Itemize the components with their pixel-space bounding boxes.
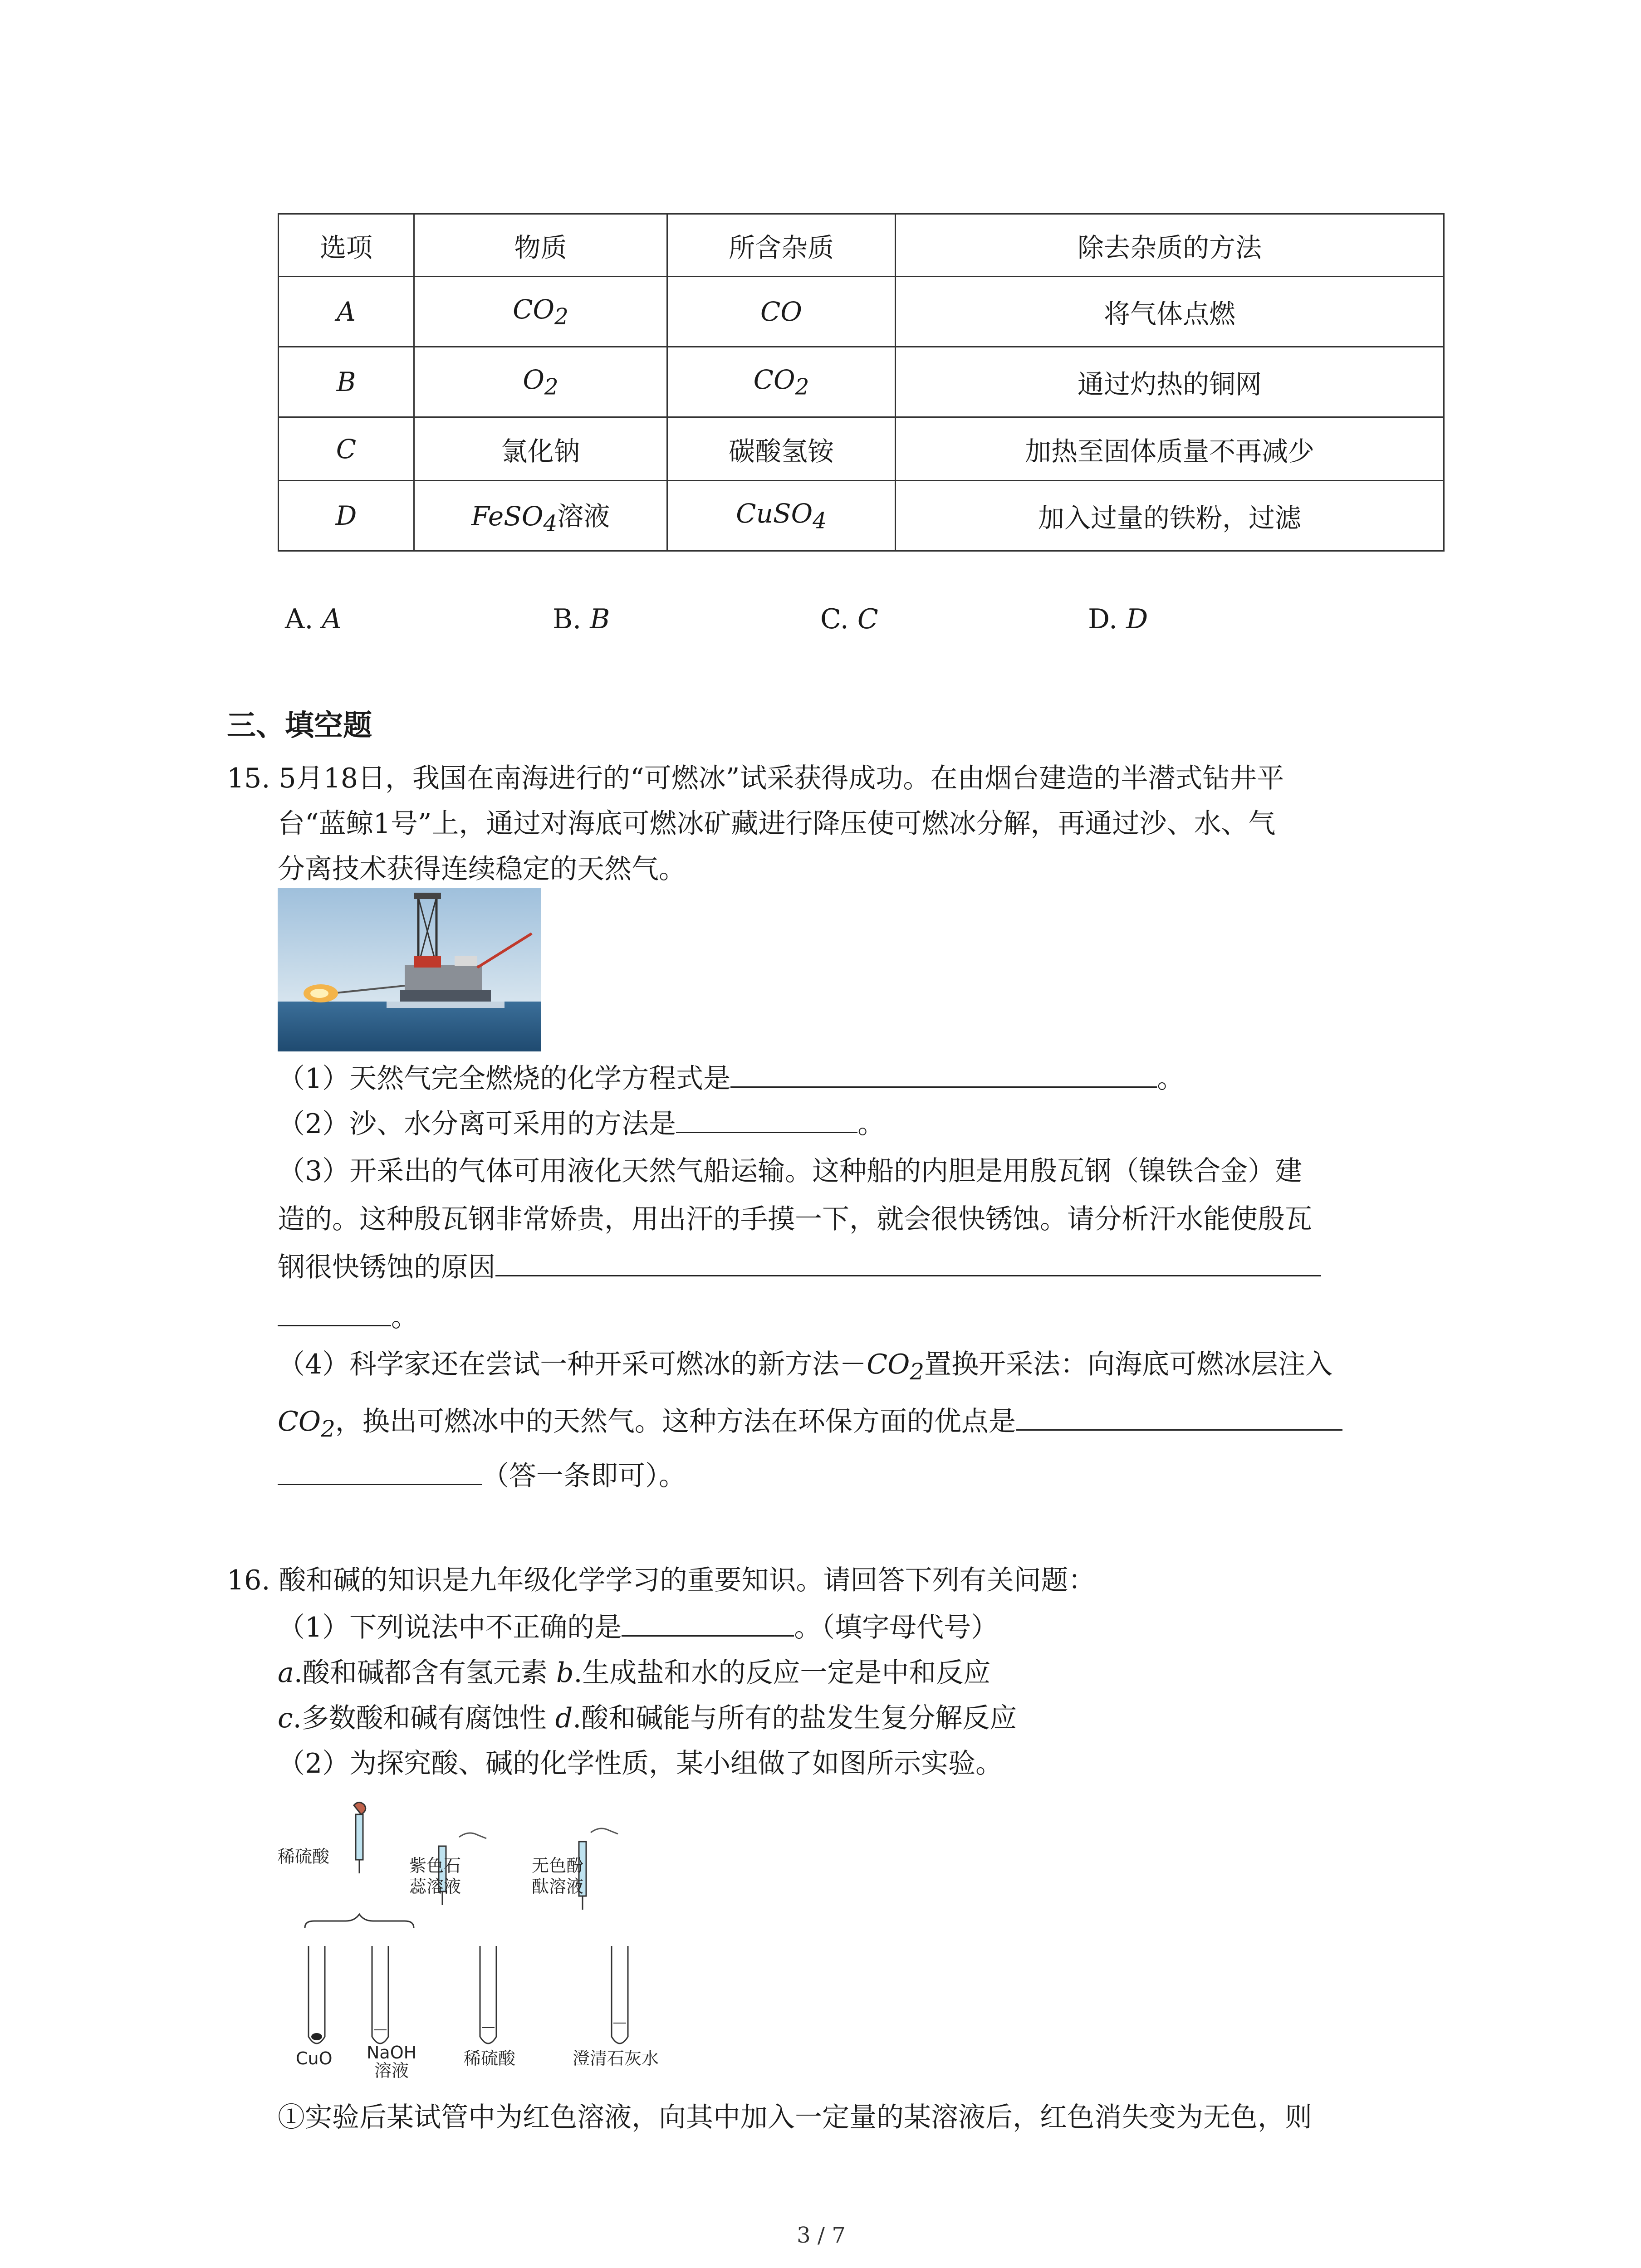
statement-text: .生成盐和水的反应一定是中和反应 [573,1657,991,1689]
answer-blank[interactable] [622,1613,794,1637]
q16-part-2-sub-1: ①实验后某试管中为红色溶液，向其中加入一定量的某溶液后，红色消失变为无色，则 [278,2102,1312,2133]
statement-text: .酸和碱能与所有的盐发生复分解反应 [573,1702,1017,1734]
q16-statements-ab [278,1651,990,1690]
formula: CO [867,1349,910,1380]
q15-part-2 [278,1102,885,1141]
drilling-platform-image [278,888,541,1051]
option-cell: C [279,417,414,481]
formula: CuSO [736,498,813,529]
method-cell: 将气体点燃 [896,277,1444,347]
choice-label: A. [285,603,314,635]
label-line: 溶液 [374,2061,409,2081]
label-line: 酞溶液 [532,1877,584,1897]
substance-cell [414,481,667,551]
punctuation: 。 [391,1301,418,1333]
q15-part-3-line-4 [278,1295,418,1334]
method-cell: 加入过量的铁粉，过滤 [896,481,1444,551]
q16-part-2: （2）为探究酸、碱的化学性质，某小组做了如图所示实验。 [278,1748,1003,1779]
q15-stem-line-3: 分离技术获得连续稳定的天然气。 [278,853,686,885]
choice-d [1088,603,1148,635]
formula: CO [760,296,802,327]
q15-part-1-text: （1）天然气完全燃烧的化学方程式是 [278,1063,731,1095]
q16-part-1 [278,1606,998,1645]
statement-letter: d [555,1702,573,1734]
substance-cell [414,277,667,347]
impurity-cell [667,277,896,347]
label-line: 无色酚 [532,1856,584,1876]
impurity-cell [667,347,896,417]
label-line: 紫色石 [409,1856,461,1876]
punctuation: 。 [1157,1063,1185,1095]
table-header-row [279,214,1444,277]
q15-stem-line-2: 台“蓝鲸1号”上，通过对海底可燃冰矿藏进行降压使可燃冰分解，再通过沙、水、气 [278,808,1276,840]
tube-label-cuo: CuO [296,2048,333,2068]
q16-part-1-text: （1）下列说法中不正确的是 [278,1612,622,1643]
formula: CO [278,1406,321,1437]
label-dilute-sulfuric-acid: 稀硫酸 [278,1847,330,1867]
options-table [278,213,1445,552]
header-cell: 物质 [414,214,667,277]
tube-label-limewater: 澄清石灰水 [573,2048,659,2068]
choice-value: A [322,603,342,635]
statement-letter: a [278,1657,294,1689]
formula: O [523,364,544,395]
choice-label: C. [820,603,849,635]
tube-label-naoh [367,2043,416,2080]
impurity-cell: 碳酸氢铵 [667,417,896,481]
q15-part-3-text: 钢很快锈蚀的原因 [278,1251,495,1283]
answer-blank[interactable] [730,1064,1157,1088]
table-row [279,277,1444,347]
table-row [279,481,1444,551]
option-cell: A [279,277,414,347]
label-phenolphthalein-solution [532,1855,583,1897]
answer-blank[interactable] [676,1109,857,1133]
q15-part-4-line-3 [278,1454,686,1493]
question-number: 16. [227,1564,270,1596]
choice-value: C [857,603,878,635]
q15-part-4-line-2 [278,1400,1342,1442]
option-cell: D [279,481,414,551]
statement-letter: c [278,1702,293,1734]
answer-blank[interactable] [278,1461,482,1485]
tube-label-dilute-acid: 稀硫酸 [464,2048,516,2068]
formula-subscript: 2 [554,304,568,330]
q15-part-3-line-1: （3）开采出的气体可用液化天然气船运输。这种船的内胆是用殷瓦钢（镍铁合金）建 [278,1155,1303,1187]
label-litmus-solution [409,1855,461,1897]
label-line: 蕊溶液 [409,1877,461,1897]
drilling-platform-picture [278,888,541,1051]
q15-stem-line-1 [227,757,1284,796]
impurity-cell [667,481,896,551]
answer-blank[interactable] [1016,1407,1342,1431]
method-cell: 通过灼热的铜网 [896,347,1444,417]
label-line: NaOH [367,2043,417,2063]
table-row [279,347,1444,417]
section-title: 三、填空题 [227,709,372,743]
q16-statements-cd [278,1696,1017,1735]
q15-part-4-line-1 [278,1343,1332,1385]
q16-stem [227,1559,1096,1598]
formula-subscript: 4 [813,508,827,534]
formula-subscript: 2 [795,374,809,400]
header-cell: 选项 [279,214,414,277]
q15-part-4-text: （4）科学家还在尝试一种开采可燃冰的新方法－ [278,1349,867,1380]
q15-part-4-text: 置换开采法：向海底可燃冰层注入 [924,1349,1333,1380]
page-number: 3 / 7 [797,2223,846,2248]
punctuation: 。 [857,1108,885,1140]
q15-part-4-text: （答一条即可）。 [482,1460,686,1492]
formula-subscript: 2 [544,374,558,400]
formula-suffix: 溶液 [557,501,610,532]
choice-label: B. [553,603,582,635]
statement-text: .多数酸和碱有腐蚀性 [293,1702,547,1734]
q15-part-3-line-3 [278,1246,1321,1285]
answer-blank[interactable] [495,1252,1321,1276]
q15-part-2-text: （2）沙、水分离可采用的方法是 [278,1108,676,1140]
header-cell: 除去杂质的方法 [896,214,1444,277]
formula-subscript: 2 [321,1416,335,1442]
formula-subscript: 2 [910,1359,925,1385]
statement-text: .酸和碱都含有氢元素 [294,1657,548,1689]
q16-stem-text: 酸和碱的知识是九年级化学学习的重要知识。请回答下列有关问题： [279,1564,1096,1596]
formula: CO [513,293,555,325]
choice-a [285,603,342,635]
choice-b [553,603,610,635]
q16-part-1-hint: 。（填字母代号） [794,1612,999,1643]
experiment-drawing [278,1796,686,2077]
formula-subscript: 4 [543,511,558,537]
question-number: 15. [227,763,270,794]
choice-label: D. [1088,603,1118,635]
substance-cell [414,347,667,417]
statement-letter: b [556,1657,574,1689]
formula: CO [753,364,795,395]
q15-part-3-line-2: 造的。这种殷瓦钢非常娇贵，用出汗的手摸一下，就会很快锈蚀。请分析汗水能使殷瓦 [278,1203,1312,1235]
q15-stem-text: 5月18日，我国在南海进行的“可燃冰”试采获得成功。在由烟台建造的半潜式钻井平 [279,763,1284,794]
table-row [279,417,1444,481]
substance-cell: 氯化钠 [414,417,667,481]
choice-value: B [590,603,610,635]
option-cell: B [279,347,414,417]
formula: FeSO [471,501,544,532]
choice-value: D [1126,603,1148,635]
experiment-diagram [278,1796,686,2081]
header-cell: 所含杂质 [667,214,896,277]
method-cell: 加热至固体质量不再减少 [896,417,1444,481]
choice-c [820,603,878,635]
q15-part-4-text: ，换出可燃冰中的天然气。这种方法在环保方面的优点是 [335,1406,1016,1437]
answer-choices [0,603,1641,644]
answer-blank[interactable] [278,1302,391,1326]
q15-part-1 [278,1057,1184,1096]
